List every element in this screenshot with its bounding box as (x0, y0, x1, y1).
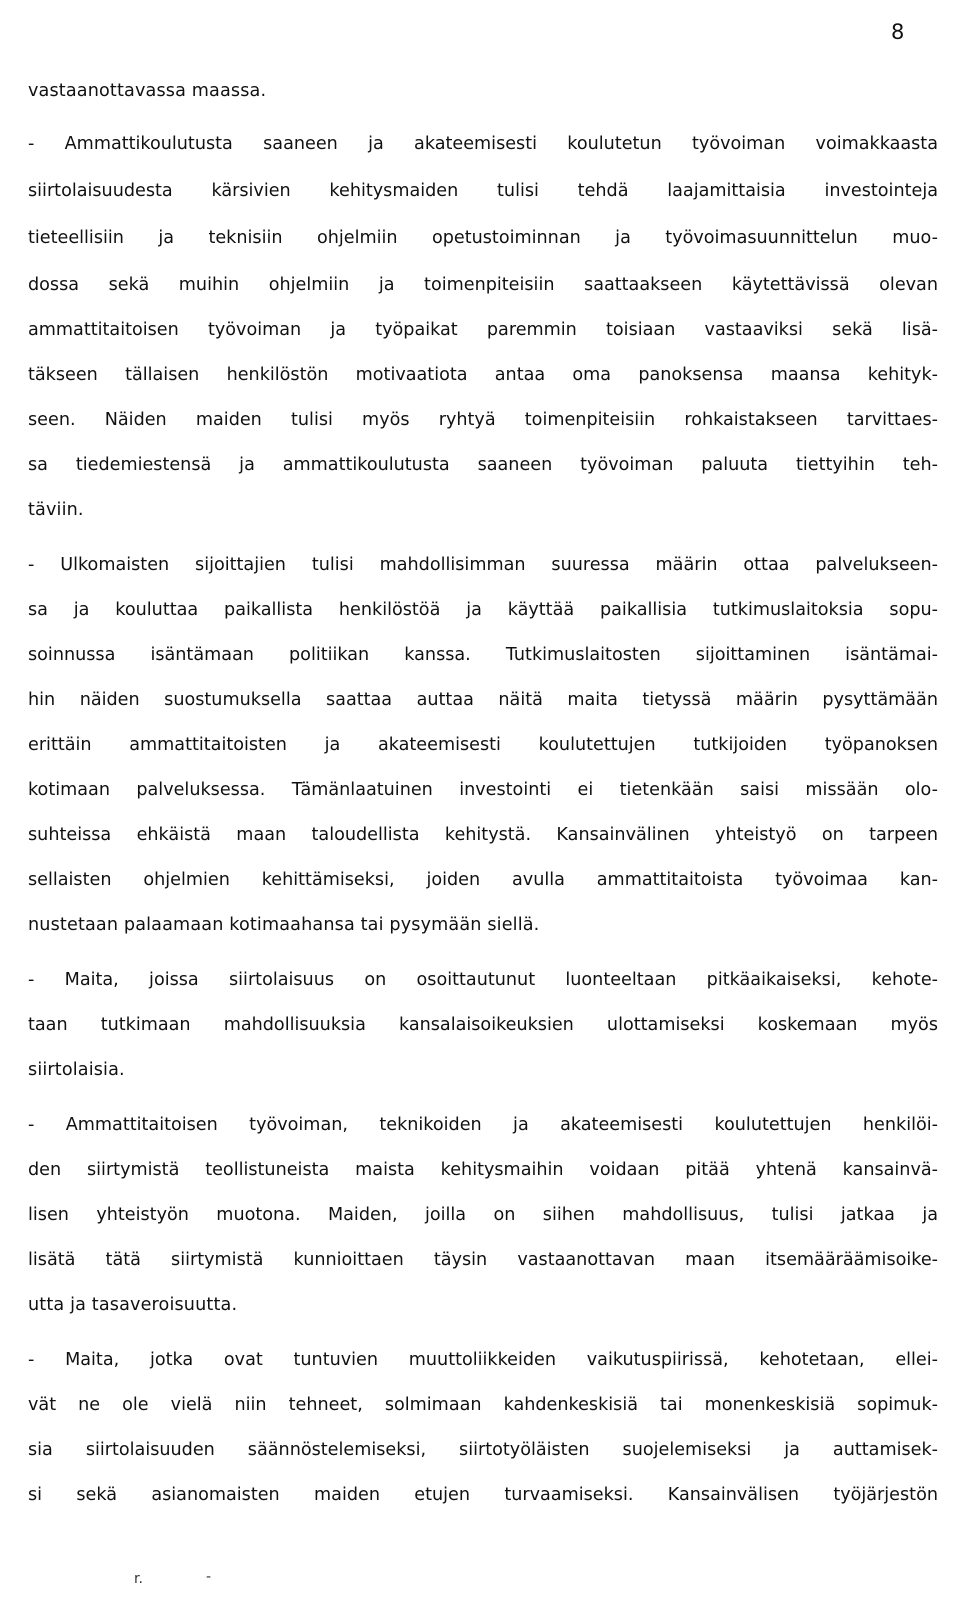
stray-mark: r. (134, 1571, 143, 1587)
text-line: ammattitaitoisen työvoiman ja työpaikat paremmin toisiaan vastaaviksi sekä lisä- (28, 320, 938, 340)
text-line: den siirtymistä teollistuneista maista kehitysmaihin voidaan pitää yhtenä kansainvä- (28, 1160, 938, 1180)
text-line: utta ja tasaveroisuutta. (28, 1295, 238, 1315)
text-line: taan tutkimaan mahdollisuuksia kansalaisoikeuksien ulottamiseksi koskemaan myös (28, 1015, 938, 1035)
text-line: - Ammattikoulutusta saaneen ja akateemisesti koulutetun työvoiman voimakkaasta (28, 134, 938, 154)
stray-mark: - (206, 1569, 212, 1585)
text-line: sia siirtolaisuuden säännöstelemiseksi, siirtotyöläisten suojelemiseksi ja auttamisek- (28, 1440, 938, 1460)
text-line: tieteellisiin ja teknisiin ohjelmiin opetustoiminnan ja työvoimasuunnittelun muo- (28, 228, 938, 248)
text-line: - Maita, jotka ovat tuntuvien muuttoliikkeiden vaikutuspiirissä, kehotetaan, ellei- (28, 1350, 938, 1370)
text-line: seen. Näiden maiden tulisi myös ryhtyä toimenpiteisiin rohkaistakseen tarvittaes- (28, 410, 938, 430)
text-line: sa tiedemiestensä ja ammattikoulutusta saaneen työvoiman paluuta tiettyihin teh- (28, 455, 938, 475)
text-line: vastaanottavassa maassa. (28, 81, 267, 101)
page-number: 8 (891, 20, 905, 44)
text-line: sellaisten ohjelmien kehittämiseksi, joiden avulla ammattitaitoista työvoimaa kan- (28, 870, 938, 890)
text-line: si sekä asianomaisten maiden etujen turvaamiseksi. Kansainvälisen työjärjestön (28, 1485, 938, 1505)
text-line: lisätä tätä siirtymistä kunnioittaen täysin vastaanottavan maan itsemääräämisoike- (28, 1250, 938, 1270)
text-line: dossa sekä muihin ohjelmiin ja toimenpiteisiin saattaakseen käytettävissä olevan (28, 275, 938, 295)
text-line: vät ne ole vielä niin tehneet, solmimaan kahdenkeskisiä tai monenkeskisiä sopimuk- (28, 1395, 938, 1415)
text-line: - Ammattitaitoisen työvoiman, teknikoiden ja akateemisesti koulutettujen henkilöi- (28, 1115, 938, 1135)
text-line: nustetaan palaamaan kotimaahansa tai pysymään siellä. (28, 915, 540, 935)
text-line: siirtolaisuudesta kärsivien kehitysmaiden tulisi tehdä laajamittaisia investointeja (28, 181, 938, 201)
text-line: täkseen tällaisen henkilöstön motivaatiota antaa oma panoksensa maansa kehityk- (28, 365, 938, 385)
text-line: - Ulkomaisten sijoittajien tulisi mahdollisimman suuressa määrin ottaa palvelukseen- (28, 555, 938, 575)
text-line: suhteissa ehkäistä maan taloudellista kehitystä. Kansainvälinen yhteistyö on tarpeen (28, 825, 938, 845)
text-line: sa ja kouluttaa paikallista henkilöstöä ja käyttää paikallisia tutkimuslaitoksia sopu- (28, 600, 938, 620)
text-line: erittäin ammattitaitoisten ja akateemisesti koulutettujen tutkijoiden työpanoksen (28, 735, 938, 755)
text-line: siirtolaisia. (28, 1060, 125, 1080)
text-line: hin näiden suostumuksella saattaa auttaa näitä maita tietyssä määrin pysyttämään (28, 690, 938, 710)
text-line: kotimaan palveluksessa. Tämänlaatuinen investointi ei tietenkään saisi missään olo- (28, 780, 938, 800)
text-line: - Maita, joissa siirtolaisuus on osoittautunut luonteeltaan pitkäaikaiseksi, kehote- (28, 970, 938, 990)
text-line: täviin. (28, 500, 84, 520)
text-line: lisen yhteistyön muotona. Maiden, joilla on siihen mahdollisuus, tulisi jatkaa ja (28, 1205, 938, 1225)
text-line: soinnussa isäntämaan politiikan kanssa. Tutkimuslaitosten sijoittaminen isäntämai- (28, 645, 938, 665)
